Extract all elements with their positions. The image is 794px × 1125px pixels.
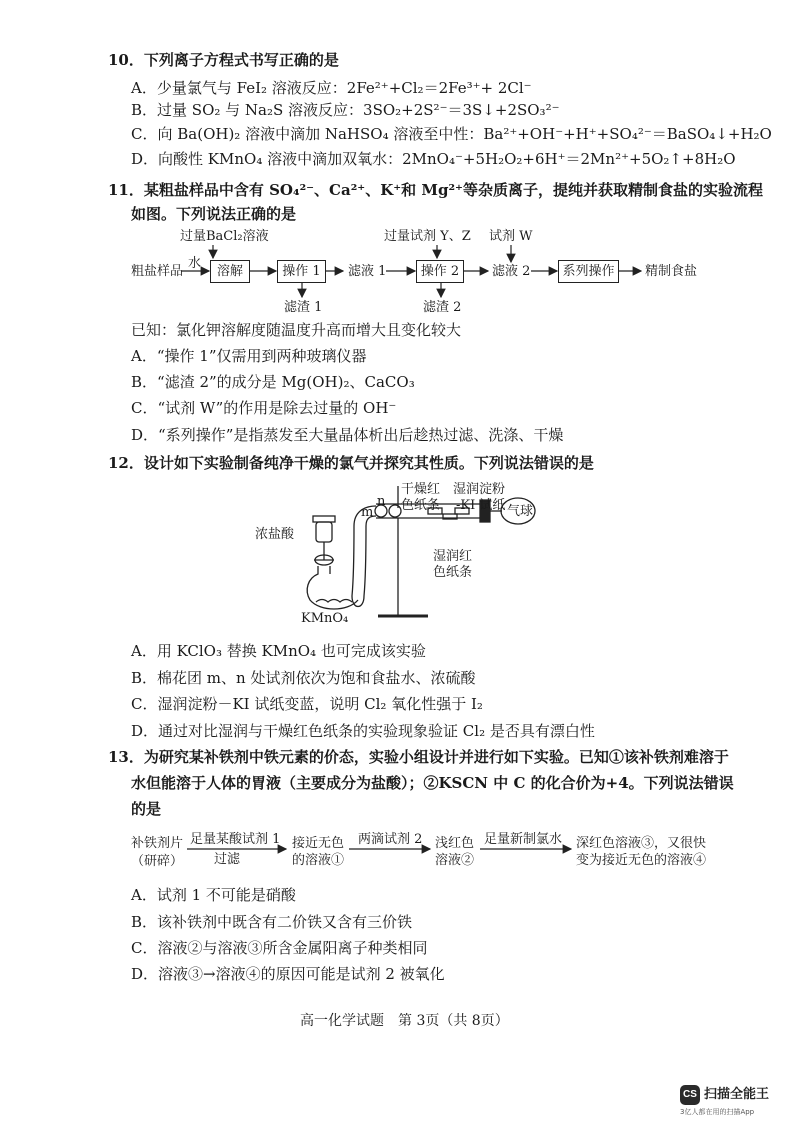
q13-flow-step1-bottom: 过滤	[214, 852, 241, 867]
q12-label-ki-paper-1: 湿润淀粉	[453, 482, 506, 497]
q11-flow-filtrate1: 滤液 1	[348, 264, 387, 279]
q13-flow-start-2: （研碎）	[131, 854, 184, 869]
q12-label-acid: 浓盐酸	[255, 527, 295, 542]
q13-flow-solution3-2: 变为接近无色的溶液④	[576, 853, 707, 868]
q12-option-d: D．通过对比湿润与干燥红色纸条的实验现象验证 Cl₂ 是否具有漂白性	[131, 722, 595, 740]
q11-flow-box-operation2: 操作 2	[416, 260, 464, 283]
q10-option-d: D．向酸性 KMnO₄ 溶液中滴加双氧水：2MnO₄⁻+5H₂O₂+6H⁺＝2Mn²⁺+5O₂↑+8H₂O	[131, 150, 736, 168]
q12-label-balloon: 气球	[507, 504, 534, 519]
q11-option-c: C．“试剂 W”的作用是除去过量的 OH⁻	[131, 399, 397, 417]
q11-flow-reagent1: 过量BaCl₂溶液	[180, 229, 269, 244]
q12-option-b: B．棉花团 m、n 处试剂依次为饱和食盐水、浓硫酸	[131, 669, 476, 687]
q11-flow-start: 粗盐样品	[131, 264, 184, 279]
scanner-tagline: 3亿人都在用的扫描App	[680, 1108, 755, 1116]
q12-label-wet-strip-2: 色纸条	[433, 565, 473, 580]
q11-option-d: D．“系列操作”是指蒸发至大量晶体析出后趁热过滤、洗涤、干燥	[131, 426, 564, 444]
q13-flow-solution3-1: 深红色溶液③，又很快	[576, 836, 707, 851]
q13-flow-start-1: 补铁剂片	[131, 836, 184, 851]
q12-label-dry-strip-2: 色纸条	[401, 498, 441, 513]
q13-flow-solution2-1: 浅红色	[435, 836, 475, 851]
q11-flow-box-dissolve: 溶解	[210, 260, 250, 283]
q11-flow-arrows	[0, 0, 794, 330]
q11-flow-reagent3: 试剂 W	[489, 229, 533, 244]
q13-flow-step1-top: 足量某酸试剂 1	[190, 832, 281, 847]
q13-flow-step2: 两滴试剂 2	[358, 832, 423, 847]
q13-option-c: C．溶液②与溶液③所含金属阳离子种类相同	[131, 939, 428, 957]
q11-stem-line2: 如图。下列说法正确的是	[131, 205, 297, 223]
q12-option-a: A．用 KClO₃ 替换 KMnO₄ 也可完成该实验	[131, 642, 426, 660]
q11-option-a: A．“操作 1”仅需用到两种玻璃仪器	[131, 347, 367, 365]
scanner-name: 扫描全能王	[704, 1087, 770, 1102]
q13-stem-line2: 水但能溶于人体的胃液（主要成分为盐酸）；②KSCN 中 C 的化合价为+4。下列说法错误	[131, 774, 734, 792]
q10-stem: 10．下列离子方程式书写正确的是	[108, 51, 339, 69]
q13-option-d: D．溶液③→溶液④的原因可能是试剂 2 被氧化	[131, 965, 445, 983]
q13-stem-line1: 13．为研究某补铁剂中铁元素的价态，实验小组设计并进行如下实验。已知①该补铁剂难溶于	[108, 748, 729, 766]
q10-option-c: C．向 Ba(OH)₂ 溶液中滴加 NaHSO₄ 溶液至中性：Ba²⁺+OH⁻+H⁺+SO₄²⁻＝BaSO₄↓+H₂O	[131, 125, 772, 143]
q13-flow-step3: 足量新制氯水	[484, 832, 563, 847]
q13-option-a: A．试剂 1 不可能是硝酸	[131, 886, 296, 904]
q12-label-m: m	[361, 505, 374, 520]
q11-stem-line1: 11．某粗盐样品中含有 SO₄²⁻、Ca²⁺、K⁺和 Mg²⁺等杂质离子，提纯并获取精制食盐的实验流程	[108, 181, 763, 199]
scanner-badge-icon: CS	[680, 1085, 700, 1105]
q12-label-solid: KMnO₄	[301, 611, 349, 626]
q12-label-dry-strip-1: 干燥红	[401, 482, 441, 497]
q12-label-ki-paper-2: -KI 试纸	[456, 498, 506, 513]
q10-option-b: B．过量 SO₂ 与 Na₂S 溶液反应：3SO₂+2S²⁻＝3S↓+2SO₃²⁻	[131, 101, 560, 119]
q12-label-wet-strip-1: 湿润红	[433, 549, 473, 564]
page-footer: 高一化学试题 第 3页（共 8页）	[300, 1013, 509, 1029]
q11-flow-end: 精制食盐	[645, 264, 698, 279]
q11-flow-residue2: 滤渣 2	[423, 300, 462, 315]
q11-known: 已知：氯化钾溶解度随温度升高而增大且变化较大	[131, 321, 462, 339]
q11-flow-box-operation1: 操作 1	[277, 260, 326, 283]
q13-flow-solution2-2: 溶液②	[435, 853, 475, 868]
q11-flow-filtrate2: 滤液 2	[492, 264, 531, 279]
q13-flow-solution1-1: 接近无色	[292, 836, 345, 851]
q11-flow-reagent2: 过量试剂 Y、Z	[384, 229, 471, 244]
q11-flow-box-series: 系列操作	[558, 260, 619, 283]
q13-flow-solution1-2: 的溶液①	[292, 853, 345, 868]
q10-option-a: A．少量氯气与 FeI₂ 溶液反应：2Fe²⁺+Cl₂＝2Fe³⁺+ 2Cl⁻	[131, 79, 532, 97]
q11-flow-water-label: 水	[188, 256, 202, 271]
q11-flow-residue1: 滤渣 1	[284, 300, 323, 315]
q11-option-b: B．“滤渣 2”的成分是 Mg(OH)₂、CaCO₃	[131, 373, 415, 391]
q12-label-n: n	[377, 494, 386, 509]
q13-option-b: B．该补铁剂中既含有二价铁又含有三价铁	[131, 913, 413, 931]
q12-stem: 12．设计如下实验制备纯净干燥的氯气并探究其性质。下列说法错误的是	[108, 454, 594, 472]
q12-option-c: C．湿润淀粉－KI 试纸变蓝，说明 Cl₂ 氧化性强于 I₂	[131, 695, 483, 713]
q13-stem-line3: 的是	[131, 800, 162, 818]
scanner-watermark	[680, 1083, 790, 1119]
